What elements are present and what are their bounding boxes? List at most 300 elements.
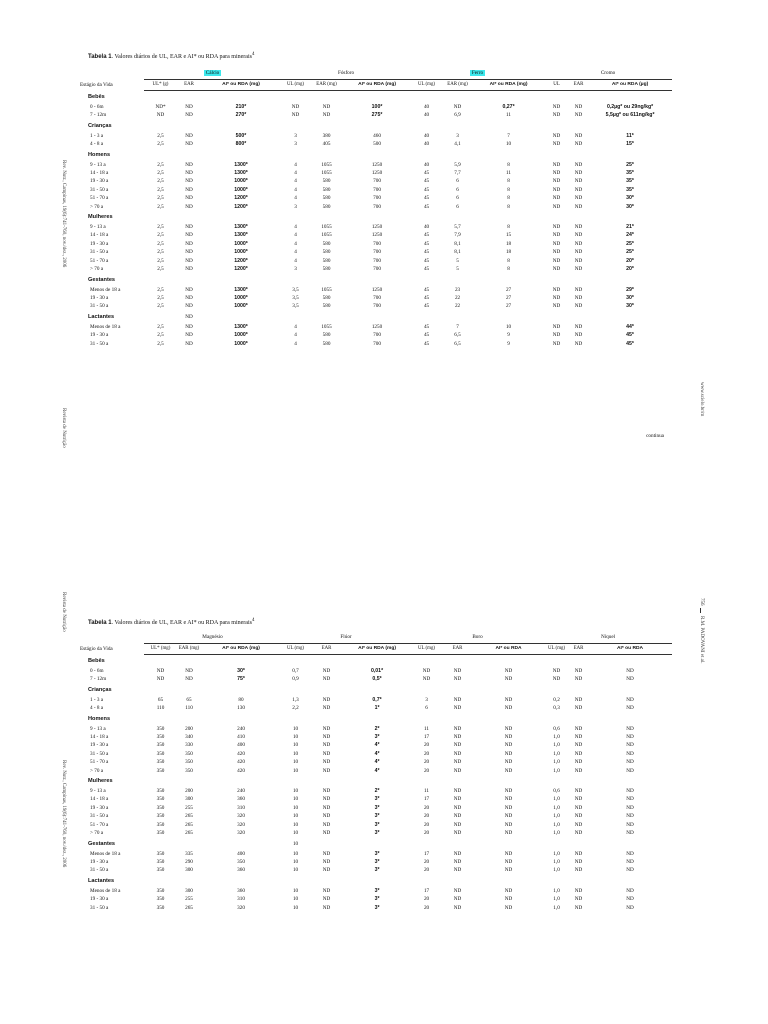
- table-cell: ND: [574, 858, 583, 865]
- table-cell: ND: [504, 813, 513, 820]
- table-cell: ND: [453, 104, 462, 110]
- table-cell: 20*: [626, 266, 634, 273]
- table-cell: ND: [626, 668, 634, 674]
- table-cell: 6: [425, 705, 428, 712]
- table-cell: 1,0: [553, 804, 560, 811]
- row-label: 19 - 30 a: [90, 178, 109, 185]
- table-cell: ND: [504, 896, 513, 903]
- table-cell: ND: [453, 705, 462, 712]
- table-cell: 4: [294, 161, 297, 168]
- table-cell: [544, 838, 569, 850]
- table-cell: ND: [185, 161, 193, 168]
- table-cell: 1300*: [234, 232, 248, 239]
- table-cell: 2,2: [292, 705, 299, 712]
- table-cell: ND: [185, 203, 193, 210]
- row-label: 4 - 8 a: [90, 705, 104, 712]
- table-cell: 20: [423, 750, 430, 757]
- table-cell: ND: [626, 759, 634, 766]
- table-cell: 2,5: [157, 332, 164, 339]
- table-cell: ND: [574, 813, 583, 820]
- table-cell: [343, 311, 411, 323]
- table-cell: 11*: [626, 132, 634, 139]
- table-row: [80, 850, 672, 858]
- table-cell: 45: [423, 294, 430, 301]
- table-row: [80, 750, 672, 758]
- table-cell: 350: [156, 867, 165, 874]
- table-row: [80, 866, 672, 874]
- table-cell: ND: [504, 804, 513, 811]
- table-cell: 240: [237, 788, 245, 795]
- table-cell: 420: [237, 759, 245, 766]
- table-cell: 4*: [374, 750, 380, 757]
- table-cell: 110: [156, 705, 165, 712]
- table-row: [80, 704, 672, 712]
- row-label: 31 - 50 a: [90, 340, 109, 347]
- column-header: UL (mg): [411, 80, 442, 91]
- table-cell: ND: [185, 249, 193, 256]
- table-cell: 2,5: [157, 161, 164, 168]
- table-cell: ND: [453, 887, 462, 894]
- table-group-row: [80, 775, 672, 787]
- table-cell: [310, 311, 343, 323]
- table-cell: ND: [574, 867, 583, 874]
- table-cell: ND: [552, 112, 561, 119]
- table-cell: ND: [322, 112, 331, 119]
- table-cell: ND: [626, 725, 634, 732]
- table-cell: 460: [373, 132, 381, 139]
- table-cell: 30*: [626, 195, 634, 202]
- table-cell: 700: [373, 257, 381, 264]
- table-cell: ND: [156, 668, 165, 674]
- table-cell: 265: [185, 904, 193, 911]
- table-cell: ND: [626, 796, 634, 803]
- table-group-row: [80, 655, 672, 668]
- table-cell: 2,5: [157, 266, 164, 273]
- table-row: [80, 265, 672, 273]
- table-cell: 6,9: [454, 112, 461, 119]
- table-cell: 1,0: [553, 904, 560, 911]
- table-cell: 0,6: [553, 725, 560, 732]
- table-cell: 17: [423, 734, 430, 741]
- table-cell: 0,9: [292, 676, 299, 683]
- table-cell: 10: [292, 767, 299, 774]
- table-cell: ND: [626, 742, 634, 749]
- row-label: 7 - 12m: [90, 112, 107, 119]
- table-cell: 2,5: [157, 132, 164, 139]
- table-cell: ND: [552, 132, 561, 139]
- table-cell: 29*: [626, 286, 634, 293]
- table-cell: 1,0: [553, 850, 560, 857]
- row-label: 9 - 13 a: [90, 788, 106, 795]
- table-cell: ND: [552, 249, 561, 256]
- table-cell: ND: [453, 788, 462, 795]
- table-cell: 1,0: [553, 767, 560, 774]
- table-cell: ND: [453, 804, 462, 811]
- row-label: > 70 a: [90, 203, 104, 210]
- table-row: [80, 804, 672, 812]
- table-cell: 45*: [626, 340, 634, 347]
- column-header: UL* (mg): [144, 644, 177, 655]
- table-cell: ND: [626, 804, 634, 811]
- table-cell: 4: [294, 323, 297, 330]
- table-cell: 300: [185, 887, 193, 894]
- table-cell: 350: [156, 767, 165, 774]
- table-cell: 3*: [374, 904, 380, 911]
- column-header: AI* ou RDA (mg): [343, 80, 411, 91]
- table-cell: ND: [185, 257, 193, 264]
- table-cell: ND: [453, 742, 462, 749]
- table-cell: ND: [574, 887, 583, 894]
- table-cell: 700: [373, 266, 381, 273]
- table-cell: 0,01*: [370, 668, 384, 674]
- table-row: [80, 340, 672, 348]
- table-cell: ND: [574, 742, 583, 749]
- page-number-rule: [700, 608, 701, 613]
- table-cell: 275*: [371, 112, 383, 119]
- table-cell: 360: [237, 796, 245, 803]
- table-cell: 6,5: [454, 340, 461, 347]
- row-label: 0 - 6m: [90, 104, 104, 110]
- table-cell: ND: [552, 303, 561, 310]
- table-cell: 45: [423, 203, 430, 210]
- table-cell: 350: [185, 750, 193, 757]
- table-cell: 20*: [626, 257, 634, 264]
- column-header: UL (mg): [281, 80, 310, 91]
- table-cell: ND: [504, 676, 513, 683]
- running-head: R.M. PADOVANI et al.: [699, 616, 704, 664]
- table-cell: ND: [453, 676, 462, 683]
- table-cell: ND: [574, 676, 583, 683]
- table-row: [80, 161, 672, 169]
- table-cell: ND: [185, 240, 193, 247]
- table-cell: 700: [373, 203, 381, 210]
- table-cell: ND: [552, 141, 561, 148]
- table-row: [80, 231, 672, 239]
- table-cell: 4: [294, 249, 297, 256]
- table-cell: 35*: [626, 170, 634, 177]
- table-cell: ND: [504, 904, 513, 911]
- group-label: Mulheres: [88, 214, 113, 221]
- row-label: Menos de 18 a: [90, 887, 121, 894]
- table-cell: 4: [294, 232, 297, 239]
- table-cell: ND: [185, 178, 193, 185]
- minerals-table: [80, 68, 672, 348]
- table-cell: ND: [504, 750, 513, 757]
- table-cell: ND: [504, 705, 513, 712]
- table-cell: 11: [506, 112, 512, 119]
- table-cell: ND: [322, 804, 331, 811]
- table-cell: ND: [453, 813, 462, 820]
- table-cell: ND: [185, 266, 193, 273]
- table-cell: 10: [292, 725, 299, 732]
- table-cell: 45: [423, 195, 430, 202]
- table-cell: ND: [185, 313, 193, 320]
- table-cell: 265: [185, 830, 193, 837]
- table-cell: 4: [294, 186, 297, 193]
- table-cell: 17: [423, 850, 430, 857]
- row-label: > 70 a: [90, 266, 104, 273]
- table-cell: 350: [185, 759, 193, 766]
- table-cell: 350: [156, 813, 165, 820]
- table-cell: 700: [373, 332, 381, 339]
- table-cell: 1,0: [553, 742, 560, 749]
- column-group-header: [144, 68, 281, 80]
- table-cell: 7,7: [454, 170, 461, 177]
- column-header: EAR (mg): [310, 80, 343, 91]
- table-cell: ND: [552, 203, 561, 210]
- table-cell: [442, 311, 473, 323]
- table-cell: 20: [423, 821, 430, 828]
- table-cell: 350: [156, 804, 165, 811]
- table-cell: 100*: [371, 104, 383, 110]
- table-cell: 10: [292, 734, 299, 741]
- column-group-label: Cromo: [600, 70, 616, 76]
- table-cell: ND: [185, 104, 193, 110]
- table-cell: ND: [422, 676, 431, 683]
- table-cell: 6: [456, 195, 459, 202]
- table-cell: 0,7*: [372, 696, 382, 703]
- stage-header: Estágio da Vida: [80, 645, 113, 652]
- table-cell: 1,0: [553, 867, 560, 874]
- table-cell: 7: [456, 323, 459, 330]
- table-cell: ND: [574, 668, 583, 674]
- table-cell: ND: [504, 867, 513, 874]
- table-cell: ND: [322, 767, 331, 774]
- table-cell: 3*: [374, 830, 380, 837]
- table-cell: [473, 838, 544, 850]
- row-label: 14 - 18 a: [90, 170, 109, 177]
- table-row: [80, 675, 672, 683]
- journal-name: Revista de Nutrição: [61, 408, 66, 448]
- table-row: [80, 294, 672, 302]
- row-label: 19 - 30 a: [90, 294, 109, 301]
- table-cell: 700: [373, 240, 381, 247]
- table-cell: ND: [322, 850, 331, 857]
- group-label: Bebês: [88, 658, 105, 664]
- table-cell: ND: [574, 340, 583, 347]
- table-cell: 10: [292, 840, 299, 847]
- table-cell: 7: [507, 132, 510, 139]
- table-cell: ND: [574, 303, 583, 310]
- table-cell: 21*: [626, 224, 634, 231]
- table-cell: 2,5: [157, 294, 164, 301]
- table-group-row: [80, 274, 672, 286]
- table-cell: 2,5: [157, 249, 164, 256]
- table-cell: 1250: [371, 323, 383, 330]
- table-cell: 2,5: [157, 141, 164, 148]
- table-cell: 40: [423, 224, 430, 231]
- table-cell: 3: [294, 203, 297, 210]
- table-cell: 580: [322, 203, 331, 210]
- table-cell: [411, 311, 442, 323]
- table-cell: 1,0: [553, 796, 560, 803]
- table-cell: ND: [322, 867, 331, 874]
- row-label: > 70 a: [90, 767, 104, 774]
- table-cell: ND: [185, 186, 193, 193]
- table-cell: 310: [237, 804, 245, 811]
- table-cell: 1055: [321, 232, 332, 239]
- table-cell: 40: [423, 112, 430, 119]
- table-cell: 580: [322, 340, 331, 347]
- table-row: [80, 257, 672, 265]
- column-group-header: [144, 632, 281, 644]
- table-cell: 3: [294, 141, 297, 148]
- table-cell: 3*: [374, 896, 380, 903]
- table-cell: 5: [456, 266, 459, 273]
- table-row: [80, 904, 672, 912]
- group-label: Bebês: [88, 94, 105, 100]
- table-cell: ND: [552, 332, 561, 339]
- table-row: [80, 787, 672, 795]
- table-cell: 0,5*: [372, 676, 382, 683]
- table-cell: ND: [504, 830, 513, 837]
- table-title-sup: 4: [251, 618, 255, 623]
- group-label: Crianças: [88, 686, 112, 693]
- table-cell: [544, 311, 569, 323]
- table-row: [80, 767, 672, 775]
- table-group-row: [80, 875, 672, 887]
- table-cell: 1*: [374, 705, 380, 712]
- page-number: 756: [699, 598, 704, 606]
- minerals-table: [80, 632, 672, 912]
- table-cell: [177, 838, 201, 850]
- table-row: [80, 248, 672, 256]
- table-cell: 1300*: [234, 224, 248, 231]
- table-cell: ND: [453, 830, 462, 837]
- table-cell: 700: [373, 249, 381, 256]
- table-cell: 11: [424, 725, 430, 732]
- row-label: 31 - 50 a: [90, 904, 109, 911]
- table-cell: 8: [507, 161, 510, 168]
- table-cell: 580: [322, 240, 331, 247]
- table-cell: 240: [237, 725, 245, 732]
- table-cell: 335: [185, 850, 193, 857]
- table-cell: 18: [505, 240, 512, 247]
- table-cell: 20: [423, 804, 430, 811]
- column-group-label: Fósforo: [337, 70, 355, 76]
- table-cell: 2*: [374, 788, 380, 795]
- table-cell: 30*: [626, 203, 634, 210]
- table-cell: ND: [156, 112, 165, 119]
- table-cell: 3*: [374, 858, 380, 865]
- table-cell: ND: [185, 294, 193, 301]
- row-label: 1 - 3 a: [90, 132, 104, 139]
- table-cell: 5,9: [454, 161, 461, 168]
- table-cell: ND: [574, 850, 583, 857]
- table-cell: 20: [423, 759, 430, 766]
- table-cell: ND: [552, 340, 561, 347]
- table-cell: 210*: [235, 104, 247, 110]
- table-cell: 3*: [374, 867, 380, 874]
- table-cell: 400: [237, 850, 245, 857]
- table-cell: ND: [626, 821, 634, 828]
- table-row: [80, 733, 672, 741]
- table-cell: 1000*: [234, 303, 248, 310]
- column-header: AI* ou RDA: [588, 644, 672, 655]
- table-cell: ND: [185, 195, 193, 202]
- table-cell: 700: [373, 303, 381, 310]
- table-cell: 45: [423, 186, 430, 193]
- table-cell: 1250: [371, 224, 383, 231]
- table-cell: ND: [322, 896, 331, 903]
- table-cell: 350: [156, 734, 165, 741]
- table-cell: 350: [156, 850, 165, 857]
- table-cell: ND: [453, 904, 462, 911]
- stage-header: Estágio da Vida: [80, 81, 113, 88]
- table-cell: 320: [237, 904, 245, 911]
- table-row: [80, 829, 672, 837]
- table-cell: ND: [626, 867, 634, 874]
- table-cell: ND: [185, 332, 193, 339]
- table-cell: 4*: [374, 759, 380, 766]
- table-cell: 265: [185, 813, 193, 820]
- table-cell: 350: [156, 896, 165, 903]
- table-cell: 0,6: [553, 788, 560, 795]
- table-cell: ND: [574, 904, 583, 911]
- table-cell: 1,0: [553, 759, 560, 766]
- table-cell: ND: [504, 796, 513, 803]
- table-cell: 8,1: [454, 249, 461, 256]
- table-cell: 330: [185, 742, 193, 749]
- table-cell: ND: [574, 821, 583, 828]
- table-cell: 30*: [626, 294, 634, 301]
- table-cell: ND: [322, 676, 331, 683]
- table-cell: 4: [294, 170, 297, 177]
- table-cell: 22: [454, 303, 461, 310]
- row-label: 19 - 30 a: [90, 332, 109, 339]
- row-label: > 70 a: [90, 830, 104, 837]
- table-cell: 5: [456, 257, 459, 264]
- table-cell: 700: [373, 195, 381, 202]
- table-title: [88, 52, 254, 60]
- group-label: Homens: [88, 715, 111, 722]
- table-cell: ND: [574, 104, 583, 110]
- table-cell: ND: [504, 725, 513, 732]
- row-label: 14 - 18 a: [90, 734, 109, 741]
- row-label: 31 - 50 a: [90, 249, 109, 256]
- row-label: Menos de 18 a: [90, 286, 121, 293]
- table-cell: ND: [552, 257, 561, 264]
- table-cell: 380: [322, 132, 331, 139]
- table-cell: 20: [423, 896, 430, 903]
- table-cell: ND: [574, 696, 583, 703]
- table-cell: 255: [185, 896, 193, 903]
- table-cell: 20: [423, 813, 430, 820]
- table-row: [80, 132, 672, 140]
- column-header: EAR: [569, 80, 588, 91]
- table-cell: ND: [574, 734, 583, 741]
- table-cell: ND: [552, 294, 561, 301]
- row-label: 31 - 50 a: [90, 186, 109, 193]
- table-cell: 270*: [235, 112, 247, 119]
- table-cell: 9: [507, 340, 510, 347]
- column-group-label: Magnésio: [202, 634, 223, 640]
- table-row: [80, 323, 672, 331]
- table-cell: 24*: [626, 232, 634, 239]
- table-cell: ND: [322, 742, 331, 749]
- table-cell: ND: [322, 796, 331, 803]
- column-header: UL: [544, 80, 569, 91]
- table-cell: 7,9: [454, 232, 461, 239]
- table-cell: 800*: [235, 141, 247, 148]
- table-cell: 2,5: [157, 340, 164, 347]
- table-cell: 4: [294, 178, 297, 185]
- table-cell: ND: [453, 668, 462, 674]
- column-header: AI* ou RDA (mg): [343, 644, 411, 655]
- table-cell: ND: [626, 696, 634, 703]
- table-cell: 6: [456, 186, 459, 193]
- table-cell: 10: [292, 742, 299, 749]
